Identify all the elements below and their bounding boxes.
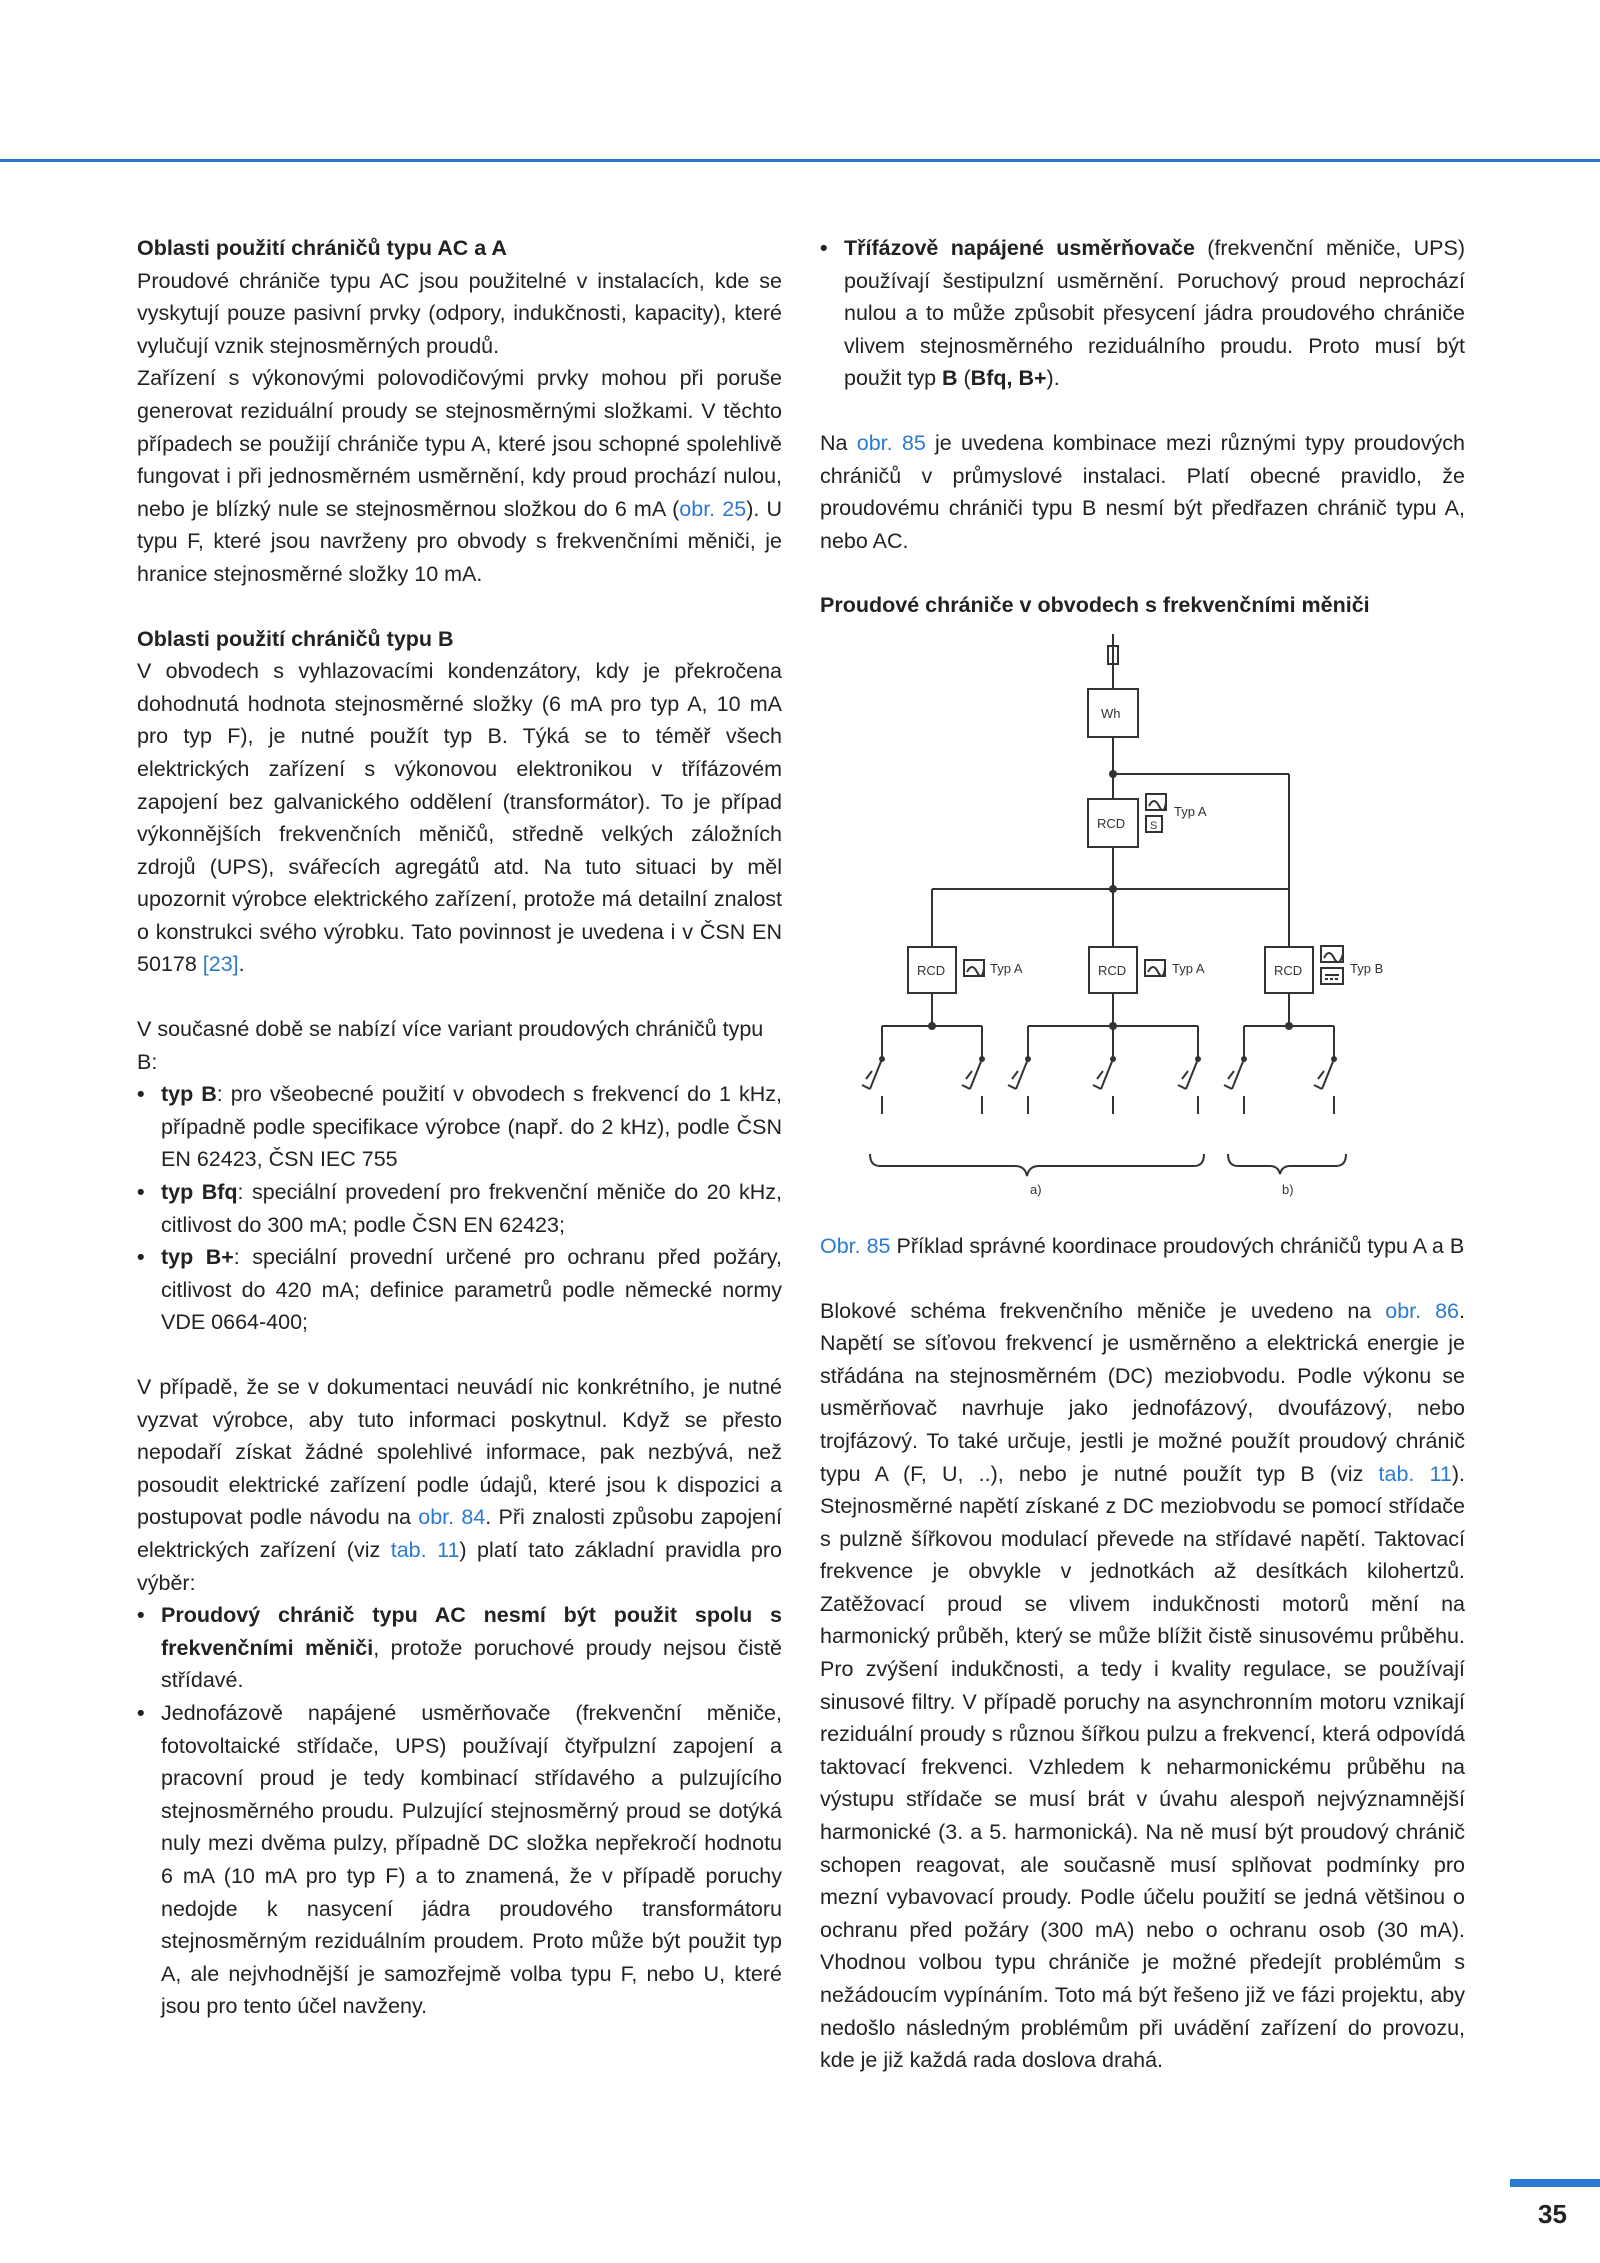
bullet-list-rules [137,1599,782,2023]
list-item-term: B [942,366,958,391]
list-item [137,1176,782,1241]
right-column [820,232,1465,2077]
list-item [137,1078,782,1176]
section-heading-b: Oblasti použití chráničů typu B [137,626,454,651]
paragraph [820,1295,1465,2077]
list-item-text: (frekvenční měniče, UPS) používají šestipulzní usměrnění. Poruchový proud neprochází nulou a to může způsobit přesycení jádra proudového chrániče vlivem stejnosměrného reziduálního proudu. Proto musí být použit typ [844,236,1465,391]
list-item-term: Bfq, B+ [970,366,1047,391]
paragraph [137,1371,782,1599]
figure-link[interactable]: obr. 84 [418,1505,486,1530]
list-item-text: Jednofázově napájené usměrňovače (frekvenční měniče, fotovoltaické střídače, UPS) používají čtyřpulzní zapojení a pracovní proud je tedy kombinací střídavého a pulzujícího stejnosměrného proudu. Pulzující stejnosměrný proud se dotýká nuly mezi dvěma pulzy, případně DC složka nepřekročí hodnotu 6 mA (10 mA pro typ F) a to znamená, že v případě poruchy nedojde k nasycení jádra proudového transformátoru stejnosměrným reziduálním proudem. Proto může být použit typ A, ale nejvhodnější je samozřejmě volba typu F, nebo U, které jsou pro tento účel navženy. [161,1700,782,2019]
list-item-term: Proudový chránič typu AC nesmí být použit spolu s frekvenčními měniči [161,1603,782,1660]
table-link[interactable]: tab. 11 [1378,1461,1452,1486]
list-item-term: Třífázově napájené usměrňovače [844,236,1195,260]
text-run: ). Stejnosměrné napětí získané z DC meziobvodu se pomocí střídače s pulzně šířkovou modulací převede na střídavé napětí. Taktovací frekvence je obvykle v jednotkách až desítkách kilohertzů. Zatěžovací proud se vlivem indukčnosti motorů mění na harmonický průběh, který se může blížit čistě sinusovému průběhu. Pro zvýšení indukčnosti, a tedy i kvality regulace, se používají sinusové filtry. V případě poruchy na asynchronním motoru vznikají reziduální proudy s různou šířkou pulzu a frekvencí, která odpovídá taktovací frekvenci. Vzhledem k neharmonickému průběhu na výstupu střídače se musí brát v úvahu alespoň nejvýznamnější harmonické (3. a 5. harmonická). Na ně musí být proudový chránič schopen reagovat, ale současně musí splňovat podmínky pro mezní vybavovací proudy. Podle účelu použití se jedná většinou o ochranu před požáry (300 mA) nebo o ochranu osob (30 mA). Vhodnou volbou typu chrániče je možné předejít problémům s nežádoucím vypínáním. Toto má být řešeno již ve fázi projektu, aby nedošlo následným problémům při uvádění zařízení do provozu, kde je již každá rada doslova drahá. [820,1461,1466,2073]
brace-b [1228,1154,1346,1174]
brace-a [870,1154,1204,1176]
table-link[interactable]: tab. 11 [390,1537,460,1562]
rcd-label: RCD [1098,962,1127,978]
text-run: Blokové schéma frekvenčního měniče je uvedeno na [820,1298,1386,1323]
rcd-label: RCD [1097,815,1126,831]
list-item-text: : speciální provední určené pro ochranu před požáry, citlivost do 420 mA; definice parametrů podle německé normy VDE 0664-400; [161,1245,782,1335]
typ-a-label: Typ A [1172,960,1205,976]
list-item-term: typ B [161,1082,217,1107]
left-column [137,232,782,2023]
text-run: V případě, že se v dokumentaci neuvádí nic konkrétního, je nutné vyzvat výrobce, aby tuto informaci poskytnul. Když se přesto nepodaří získat žádné spolehlivé informace, pak nezbývá, než posoudit elektrické zařízení podle údajů, které jsou k dispozici a postupovat podle návodu na [137,1375,782,1530]
list-item [137,1241,782,1339]
list-item-text: ). [1046,366,1060,391]
text-run: Na [820,430,857,455]
list-item-text: : pro všeobecné použití v obvodech s frekvencí do 1 kHz, případně podle specifikace výrobce (např. do 2 kHz), podle ČSN EN 62423, ČSN IEC 755 [161,1082,783,1172]
group-a-label: a) [1030,1181,1042,1197]
s-mark: S [1150,819,1158,832]
text-run: je uvedena kombinace mezi různými typy proudových chráničů v průmyslové instalaci. Platí obecné pravidlo, že proudovému chrániči typu B nesmí být předřazen chránič typu A, nebo AC. [820,430,1465,553]
bullet-list-b-types [137,1078,782,1339]
figure-link[interactable]: obr. 85 [856,430,926,455]
text-run: ) platí tato základní pravidla pro výběr: [137,1537,782,1595]
rcd-label: RCD [1274,962,1303,978]
figure-caption [820,1230,1465,1263]
citation-link[interactable]: [23] [202,952,239,977]
rcd-label: RCD [917,962,946,978]
list-item-text: : speciální provedení pro frekvenční měniče do 20 kHz, citlivost do 300 mA; podle ČSN EN 62423; [161,1180,783,1237]
diagram-svg [810,634,1420,1224]
group-b-label: b) [1282,1181,1294,1197]
text-run: . Napětí se síťovou frekvencí je usměrněno a elektrická energie je střádána na stejnosměrném (DC) meziobvodu. Podle výkonu se usměrňovač navrhuje jako jednofázový, dvoufázový, nebo trojfázový. To také určuje, jestli je možné použít proudový chránič typu A (F, U, ..), nebo je nutné použít typ B (viz [820,1298,1465,1486]
top-rule [0,159,1600,162]
figure-link[interactable]: obr. 86 [1385,1298,1460,1323]
text-run: . Při znalosti způsobu zapojení elektrických zařízení (viz [137,1505,783,1562]
text-run: ). U typu F, které jsou navrženy pro obvody s frekvenčními měniči, je hranice stejnosměrné složky 10 mA. [137,496,783,586]
text-run: . [238,952,245,977]
text-run: Zařízení s výkonovými polovodičovými prvky mohou při poruše generovat reziduální proudy se stejnosměrnými složkami. V těchto případech se použijí chrániče typu A, které jsou schopné spolehlivě fungovat i při jednosměrném usměrnění, kdy proud prochází nulou, nebo je blízký nule se stejnosměrnou složkou do 6 mA ( [137,366,782,521]
list-item-text: ( [957,366,971,391]
meter-label: Wh [1101,705,1121,721]
typ-a-label: Typ A [990,960,1023,976]
list-item-term: typ Bfq [161,1180,238,1205]
typ-b-label: Typ B [1350,960,1384,976]
typ-a-label: Typ A [1174,803,1207,819]
paragraph [137,362,782,590]
paragraph [820,427,1465,557]
caption-text: Příklad správné koordinace proudových chráničů typu A a B [890,1233,1465,1258]
bullet-list-three-phase [820,232,1465,395]
paragraph: V současné době se nabízí více variant proudových chráničů typu B: [137,1017,764,1074]
rcd-coordination-diagram [810,634,1420,1224]
figure-link[interactable]: obr. 25 [679,496,747,521]
section-heading-frequency-converters: Proudové chrániče v obvodech s frekvenčními měniči [820,593,1370,618]
breaker-group [862,1059,1334,1114]
list-item [820,232,1465,395]
figure-number: Obr. 85 [820,1233,891,1258]
paragraph [137,655,782,981]
section-heading-ac-a: Oblasti použití chráničů typu AC a A [137,236,507,260]
paragraph: Proudové chrániče typu AC jsou použitelné v instalacích, kde se vyskytují pouze pasivní prvky (odpory, indukčnosti, kapacity), které vylučují vznik stejnosměrných proudů. [137,268,782,358]
text-run: V obvodech s vyhlazovacími kondenzátory, kdy je překročena dohodnutá hodnota stejnosměrné složky (6 mA pro typ A, 10 mA pro typ F), je nutné použít typ B. Týká se to téměř všech elektrických zařízení s výkonovou elektronikou v třífázovém zapojení bez galvanického oddělení (transformátor). To je případ výkonnějších frekvenčních měničů, středně velkých záložních zdrojů (UPS), svářecích agregátů atd. Na tuto situaci by měl upozornit výrobce elektrického zařízení, protože má detailní znalost o konstrukci svého výrobku. Tato povinnost je uvedena i v ČSN EN 50178 [137,659,782,977]
list-item-text: , protože poruchové proudy nejsou čistě střídavé. [161,1635,782,1693]
list-item [137,1599,782,1697]
page-tab [1510,2179,1600,2187]
page-number: 35 [1538,2199,1567,2229]
list-item-term: typ B+ [161,1245,234,1270]
list-item [137,1697,782,2023]
